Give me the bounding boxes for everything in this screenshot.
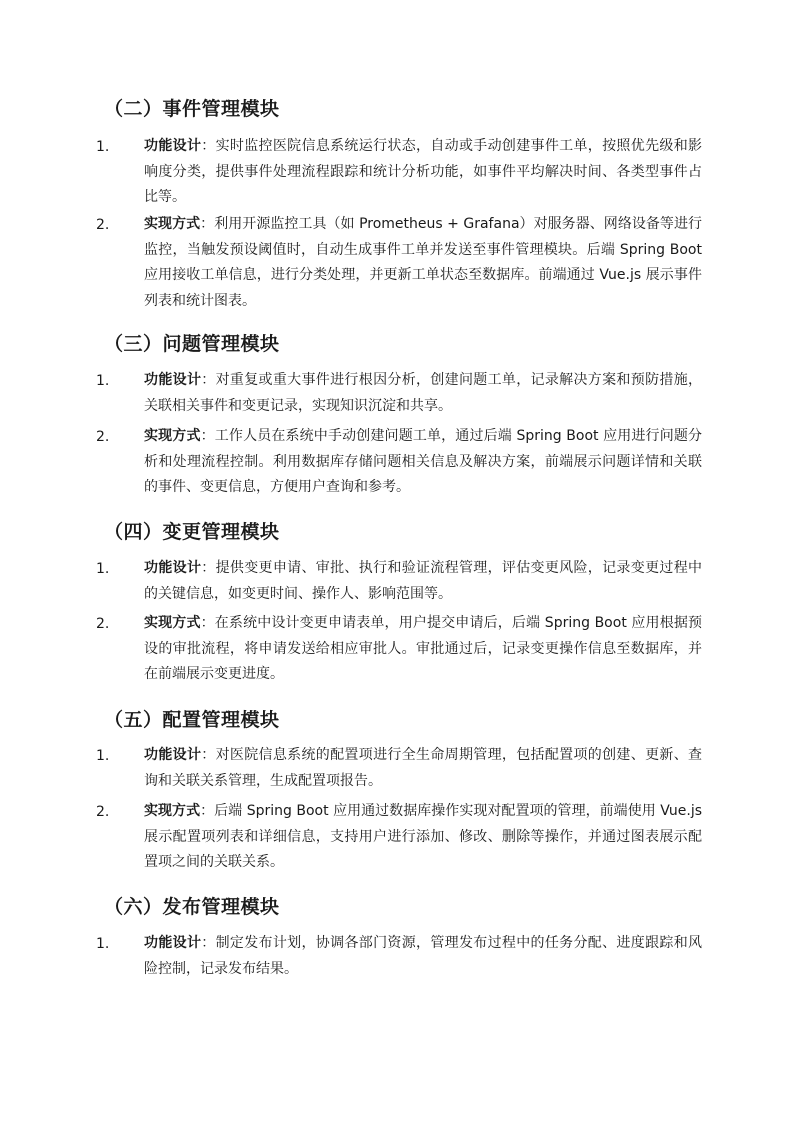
- item-separator: ：: [201, 138, 216, 154]
- item-separator: ：: [201, 935, 216, 951]
- item-separator: ：: [201, 747, 216, 763]
- list-item: [96, 134, 702, 211]
- item-text: 利用开源监控工具（如 Prometheus + Grafana）对服务器、网络设备等进行监控，当触发预设阈值时，自动生成事件工单并发送至事件管理模块。后端 Spring Boot 应用接收工单信息，进行分类处理，并更新工单状态至数据库。前端通过 Vue.js 展示事件列表和统计图表。: [144, 216, 703, 309]
- item-body: [144, 611, 702, 688]
- item-text: 工作人员在系统中手动创建问题工单，通过后端 Spring Boot 应用进行问题分析和处理流程控制。利用数据库存储问题相关信息及解决方案，前端展示问题详情和关联的事件、变更信息，方便用户查询和参考。: [144, 428, 703, 495]
- item-text: 提供变更申请、审批、执行和验证流程管理，评估变更风险，记录变更过程中的关键信息，如变更时间、操作人、影响范围等。: [144, 560, 703, 602]
- item-text: 实时监控医院信息系统运行状态，自动或手动创建事件工单，按照优先级和影响度分类，提供事件处理流程跟踪和统计分析功能，如事件平均解决时间、各类型事件占比等。: [144, 138, 703, 205]
- section-title-change: （四）变更管理模块: [104, 521, 280, 543]
- item-label: 功能设计: [144, 560, 202, 576]
- item-number: 2.: [96, 616, 110, 632]
- item-separator: ：: [200, 803, 215, 819]
- item-number: 1.: [96, 561, 110, 577]
- item-separator: ：: [201, 372, 216, 388]
- item-body: [144, 799, 702, 876]
- item-body: [144, 743, 702, 794]
- item-number: 1.: [96, 936, 110, 952]
- list-item: [96, 611, 702, 688]
- item-body: [144, 931, 702, 982]
- section-title-release: （六）发布管理模块: [104, 896, 280, 918]
- item-label: 实现方式: [144, 615, 201, 631]
- section-title-problem: （三）问题管理模块: [104, 333, 280, 355]
- item-label: 功能设计: [144, 372, 202, 388]
- item-number: 2.: [96, 429, 110, 445]
- list-item: [96, 212, 702, 314]
- item-body: [144, 212, 702, 314]
- item-label: 实现方式: [144, 216, 201, 232]
- item-body: [144, 368, 702, 419]
- list-item: [96, 799, 702, 876]
- item-label: 实现方式: [144, 803, 201, 819]
- item-number: 1.: [96, 373, 110, 389]
- item-text: 后端 Spring Boot 应用通过数据库操作实现对配置项的管理，前端使用 Vue.js 展示配置项列表和详细信息，支持用户进行添加、修改、删除等操作，并通过图表展示配置项之间的关联关系。: [144, 803, 702, 870]
- item-body: [144, 134, 702, 211]
- item-number: 2.: [96, 804, 110, 820]
- item-text: 对重复或重大事件进行根因分析，创建问题工单，记录解决方案和预防措施，关联相关事件和变更记录，实现知识沉淀和共享。: [144, 372, 703, 414]
- item-separator: ：: [201, 560, 216, 576]
- item-separator: ：: [200, 216, 215, 232]
- item-text: 在系统中设计变更申请表单，用户提交申请后，后端 Spring Boot 应用根据预设的审批流程，将申请发送给相应审批人。审批通过后，记录变更操作信息至数据库，并在前端展示变更进度。: [144, 615, 703, 682]
- list-item: [96, 931, 702, 982]
- item-number: 1.: [96, 139, 110, 155]
- item-text: 对医院信息系统的配置项进行全生命周期管理，包括配置项的创建、更新、查询和关联关系管理，生成配置项报告。: [144, 747, 703, 789]
- item-text: 制定发布计划，协调各部门资源，管理发布过程中的任务分配、进度跟踪和风险控制，记录发布结果。: [144, 935, 703, 977]
- section-title-config: （五）配置管理模块: [104, 709, 280, 731]
- item-body: [144, 424, 702, 501]
- item-number: 2.: [96, 217, 110, 233]
- item-separator: ：: [200, 428, 215, 444]
- item-separator: ：: [200, 615, 215, 631]
- item-label: 功能设计: [144, 935, 202, 951]
- item-label: 实现方式: [144, 428, 201, 444]
- list-item: [96, 368, 702, 419]
- item-label: 功能设计: [144, 747, 202, 763]
- item-number: 1.: [96, 748, 110, 764]
- item-body: [144, 556, 702, 607]
- list-item: [96, 424, 702, 501]
- item-label: 功能设计: [144, 138, 202, 154]
- list-item: [96, 743, 702, 794]
- list-item: [96, 556, 702, 607]
- section-title-event: （二）事件管理模块: [104, 98, 280, 120]
